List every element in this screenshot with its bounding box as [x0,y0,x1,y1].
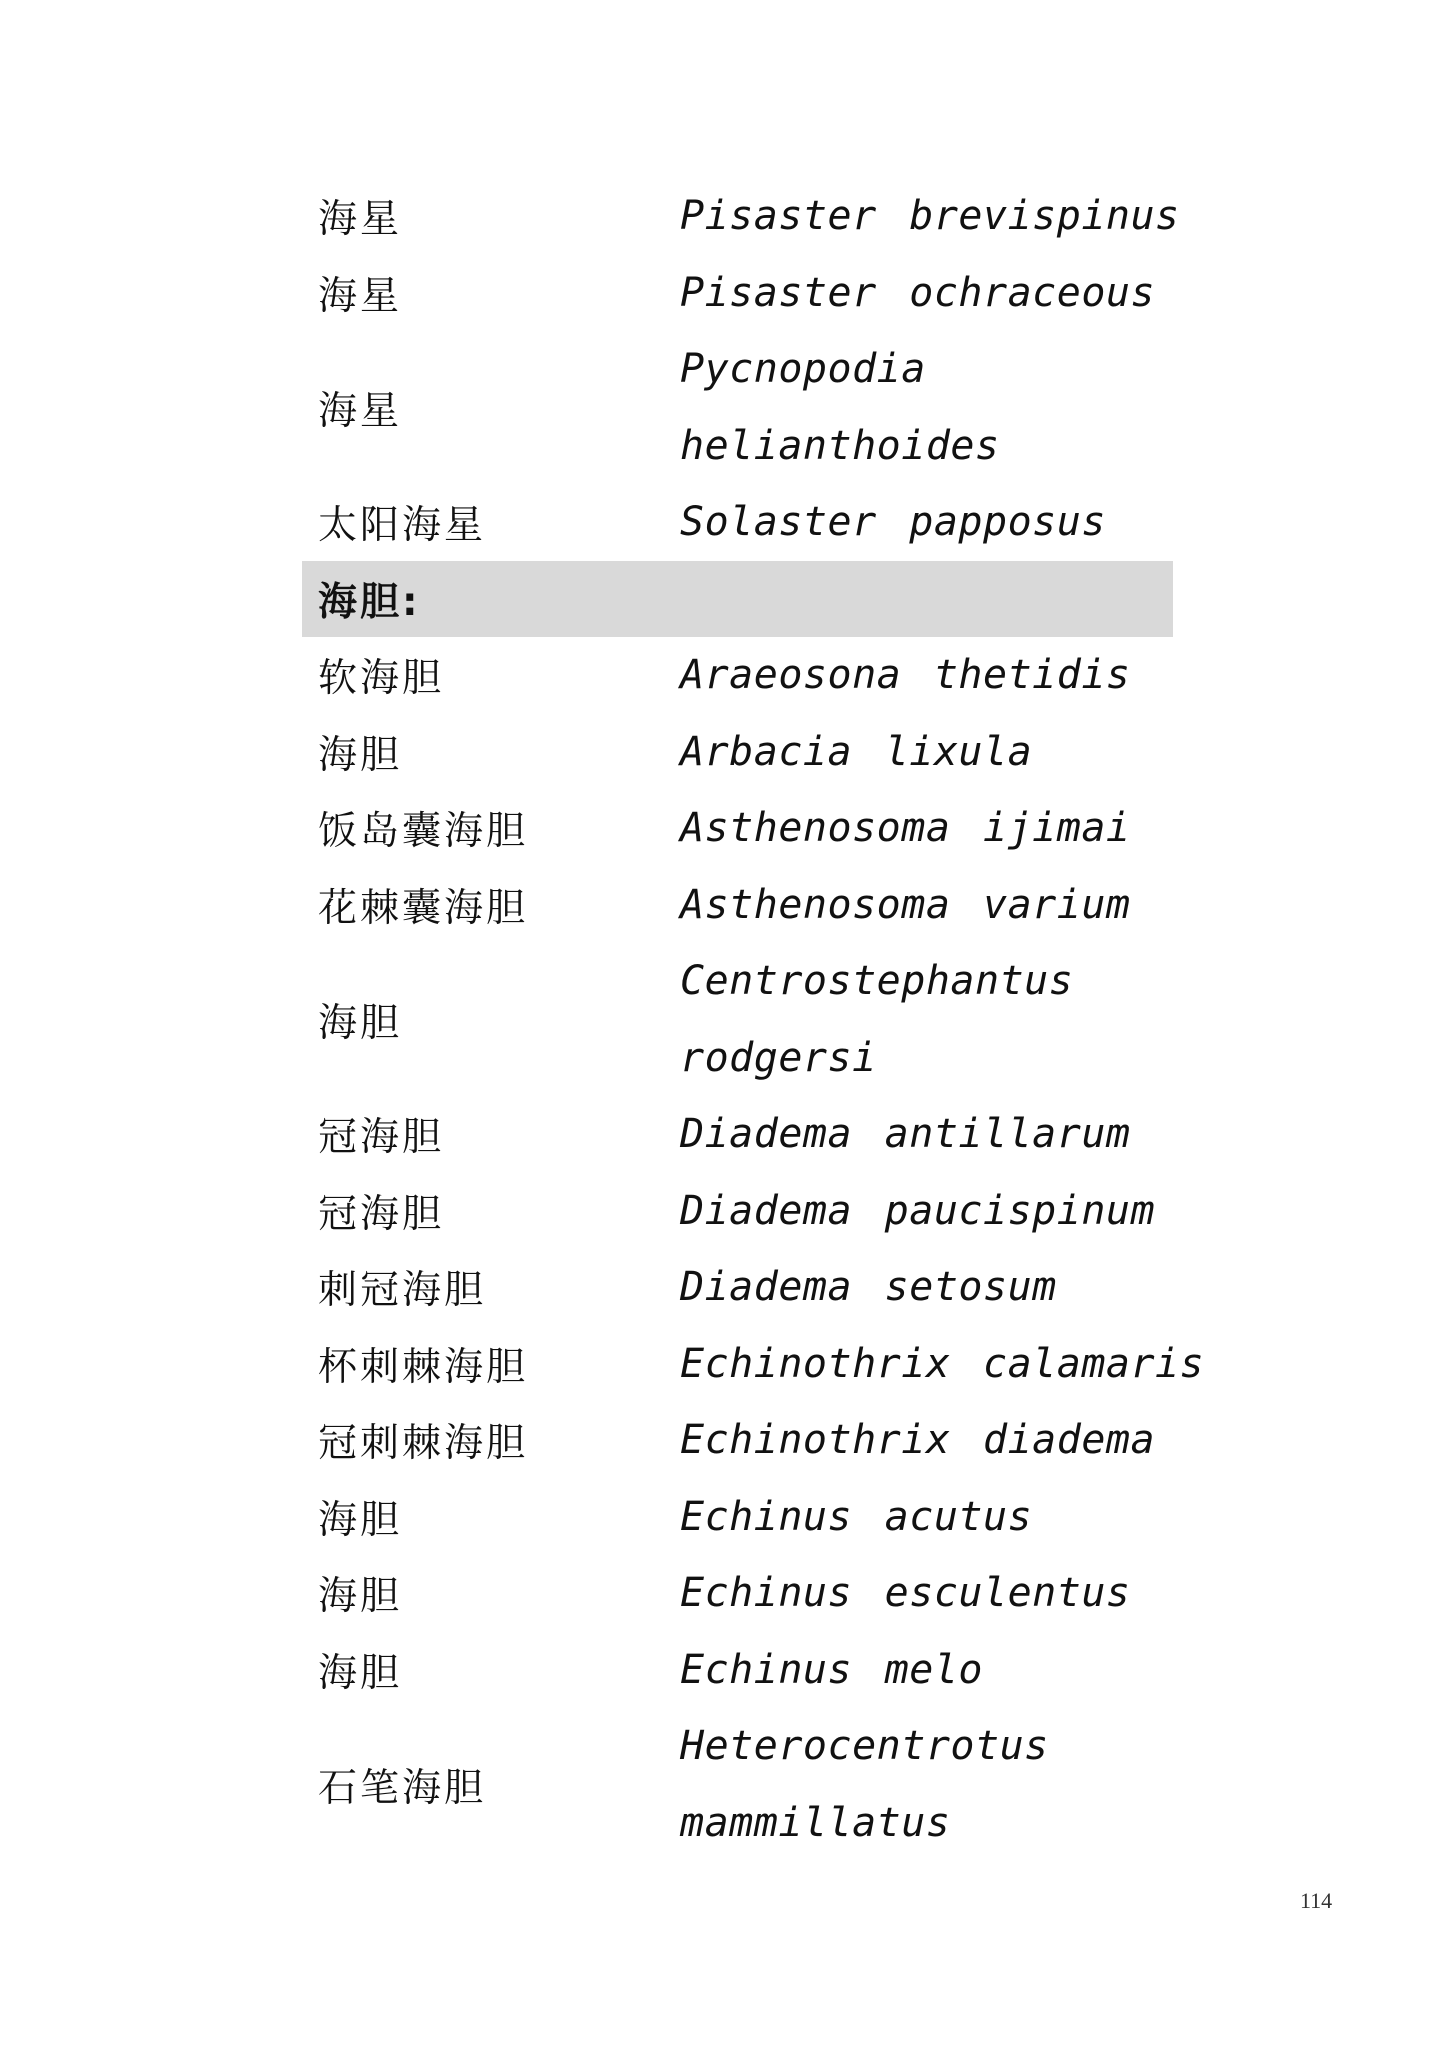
common-name: 石笔海胆 [318,1765,487,1811]
table-row [302,1632,1173,1709]
scientific-name: Diadema antillarum [680,1111,1131,1157]
section-heading: 海胆: [302,561,680,638]
common-name: 软海胆 [318,656,445,702]
table-row [302,1402,1173,1479]
scientific-name: Asthenosoma varium [680,881,1131,928]
scientific-name: Heterocentrotus mammillatus [680,1723,1049,1846]
common-name: 海星 [318,273,403,319]
common-name: 冠刺棘海胆 [318,1421,529,1467]
table-row [302,1555,1173,1632]
scientific-name: Pisaster brevispinus [680,193,1180,239]
scientific-name: Pisaster ochraceous [680,269,1156,316]
table-row [302,637,1173,714]
common-name: 海星 [318,197,403,243]
common-name: 冠海胆 [318,1115,445,1161]
scientific-name: Solaster papposus [680,499,1106,545]
scientific-name: Echinus acutus [680,1493,1033,1540]
common-name: 杯刺棘海胆 [318,1344,529,1390]
scientific-name: Araeosona thetidis [680,652,1131,698]
common-name: 海胆 [318,1574,403,1620]
common-name: 海胆 [318,1650,403,1696]
table-row [302,1326,1173,1403]
scientific-name: Echinus esculentus [680,1570,1131,1616]
table-row [302,1479,1173,1556]
scientific-name: Echinothrix diadema [680,1417,1156,1463]
table-row [302,790,1173,867]
scientific-name: Diadema paucispinum [680,1187,1156,1234]
table-row [302,1708,1173,1861]
common-name: 饭岛囊海胆 [318,809,529,855]
table-row [302,943,1173,1096]
scientific-name: Arbacia lixula [680,728,1033,775]
table-row [302,1173,1173,1250]
common-name: 花棘囊海胆 [318,885,529,931]
common-name: 太阳海星 [318,503,487,549]
table-row [302,178,1173,255]
table-row [302,714,1173,791]
scientific-name: Asthenosoma ijimai [680,805,1131,851]
table-row [302,331,1173,484]
table-row [302,255,1173,332]
table-row [302,484,1173,561]
table-row [302,1249,1173,1326]
section-heading-blank [680,561,1173,638]
scientific-name: Diadema setosum [680,1264,1057,1310]
common-name: 海星 [318,388,403,434]
common-name: 海胆 [318,732,403,778]
table-row [302,867,1173,944]
scientific-name: Centrostephantus rodgersi [680,958,1074,1081]
section-header-row [302,561,1173,638]
scientific-name: Echinothrix calamaris [680,1340,1205,1387]
scientific-name: Echinus melo [680,1646,983,1693]
common-name: 刺冠海胆 [318,1268,487,1314]
page-number: 114 [1300,1888,1333,1913]
common-name: 冠海胆 [318,1191,445,1237]
scientific-name: Pycnopodia helianthoides [680,346,1000,469]
species-name-table [302,178,1205,1861]
common-name: 海胆 [318,1000,403,1046]
common-name: 海胆 [318,1497,403,1543]
table-row [302,1096,1173,1173]
